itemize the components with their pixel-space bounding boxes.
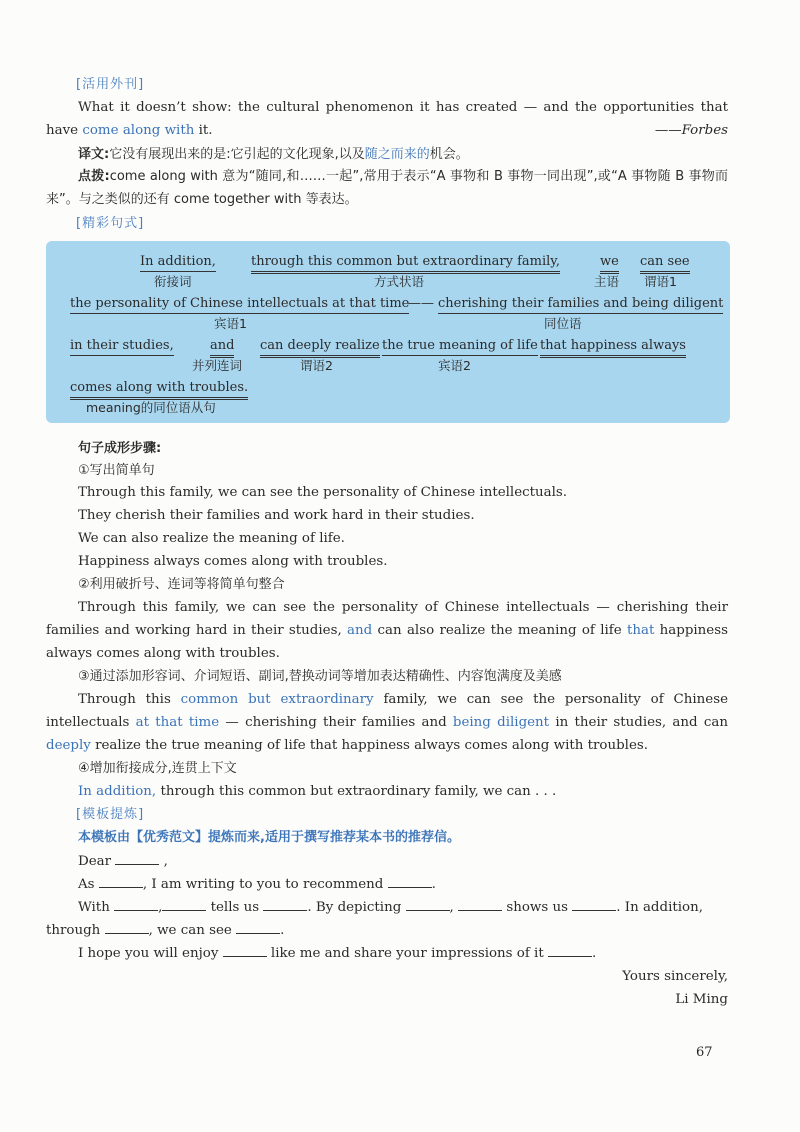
usage-tip: 点拨:come along with 意为“随同,和……一起”,常用于表示“A 事物和 B 事物一同出现”,或“A 事物随 B 事物而来”。与之类似的还有 come together with 等表达。 bbox=[46, 169, 728, 207]
label-object-2: 宾语2 bbox=[438, 358, 471, 373]
highlight-that: that bbox=[626, 623, 655, 638]
blank bbox=[105, 919, 149, 934]
label-manner: 方式状语 bbox=[374, 274, 425, 289]
closing: Yours sincerely, bbox=[622, 969, 728, 984]
part-can-see: can see bbox=[640, 254, 690, 274]
template-line: through , we can see . bbox=[46, 919, 728, 942]
label-appositive-clause: meaning的同位语从句 bbox=[86, 400, 216, 415]
quote-text: What it doesn’t show: the cultural phenomenon it has created — and the opportunities that have bbox=[46, 100, 728, 138]
blank bbox=[406, 896, 450, 911]
blank bbox=[236, 919, 280, 934]
blank bbox=[162, 896, 206, 911]
label-predicate-2: 谓语2 bbox=[300, 358, 333, 373]
highlight-adverb: deeply bbox=[46, 738, 91, 753]
part-cherishing: cherishing their families and being diligent bbox=[438, 296, 723, 314]
step-1-sentence: They cherish their families and work hard in their studies. bbox=[78, 508, 475, 523]
blank bbox=[548, 942, 592, 957]
heading-usage: [活用外刊] bbox=[76, 77, 145, 92]
template-line: As , I am writing to you to recommend . bbox=[46, 873, 728, 896]
step-3-title: ③通过添加形容词、介词短语、副词,替换动词等增加表达精确性、内容饱满度及美感 bbox=[78, 669, 562, 684]
usage-quote bbox=[46, 96, 728, 142]
heading-template: [模板提炼] bbox=[76, 807, 145, 822]
step-1-title: ①写出简单句 bbox=[78, 463, 155, 478]
blank bbox=[263, 896, 307, 911]
label-conjunction: 并列连词 bbox=[192, 358, 243, 373]
blank bbox=[114, 896, 158, 911]
blank bbox=[388, 873, 432, 888]
blank bbox=[572, 896, 616, 911]
sentence-analysis-panel bbox=[46, 241, 730, 423]
translation-phrase: 随之而来的 bbox=[364, 147, 430, 162]
template-line: I hope you will enjoy like me and share your impressions of it . bbox=[46, 942, 728, 965]
step-1-sentence: Through this family, we can see the personality of Chinese intellectuals. bbox=[78, 485, 568, 500]
part-true-meaning: the true meaning of life bbox=[382, 338, 538, 356]
part-personality: the personality of Chinese intellectuals at that time bbox=[70, 296, 409, 314]
part-realize: can deeply realize bbox=[260, 338, 380, 358]
step-1-sentence: Happiness always comes along with troubles. bbox=[78, 554, 388, 569]
template-line: Dear , bbox=[46, 850, 728, 873]
page-number: 67 bbox=[696, 1045, 713, 1060]
template-line: With , tells us . By depicting , shows us . In addition, bbox=[46, 896, 728, 919]
part-and: and bbox=[210, 338, 234, 358]
step-4-sentence: In addition, through this common but extraordinary family, we can . . . bbox=[78, 784, 557, 799]
highlight-adjective: common but extraordinary bbox=[180, 692, 374, 707]
label-connector: 衔接词 bbox=[154, 274, 192, 289]
label-object-1: 宾语1 bbox=[214, 316, 247, 331]
label-appositive: 同位语 bbox=[544, 316, 582, 331]
part-comes-along: comes along with troubles. bbox=[70, 380, 248, 400]
part-we: we bbox=[600, 254, 619, 274]
heading-pattern: [精彩句式] bbox=[76, 216, 145, 231]
part-happiness: that happiness always bbox=[540, 338, 686, 358]
steps-title: 句子成形步骤: bbox=[78, 441, 162, 456]
dash: —— bbox=[408, 296, 434, 311]
part-in-addition: In addition, bbox=[140, 254, 216, 272]
step-1-sentence: We can also realize the meaning of life. bbox=[78, 531, 345, 546]
step-4-title: ④增加衔接成分,连贯上下文 bbox=[78, 761, 237, 776]
quote-end: it. bbox=[194, 123, 213, 138]
part-through: through this common but extraordinary family, bbox=[251, 254, 560, 274]
template-intro: 本模板由【优秀范文】提炼而来,适用于撰写推荐某本书的推荐信。 bbox=[78, 830, 460, 845]
step-2-paragraph: Through this family, we can see the personality of Chinese intellectuals — cherishing their families and working hard in their studies, and can also realize the meaning of life that happiness always comes along with troubles. bbox=[46, 600, 728, 661]
part-in-studies: in their studies, bbox=[70, 338, 174, 356]
highlight-verb-phrase: being diligent bbox=[452, 715, 550, 730]
quote-phrase: come along with bbox=[82, 123, 195, 138]
highlight-prep-phrase: at that time bbox=[135, 715, 220, 730]
label-predicate-1: 谓语1 bbox=[644, 274, 677, 289]
label-subject: 主语 bbox=[594, 274, 620, 289]
signature-name: Li Ming bbox=[675, 992, 728, 1007]
blank bbox=[458, 896, 502, 911]
blank bbox=[115, 850, 159, 865]
quote-source: ——Forbes bbox=[654, 123, 728, 138]
highlight-and: and bbox=[347, 623, 373, 638]
highlight-in-addition: In addition, bbox=[78, 784, 157, 799]
blank bbox=[99, 873, 143, 888]
usage-translation: 译文:它没有展现出来的是:它引起的文化现象,以及随之而来的机会。 bbox=[78, 147, 469, 162]
step-3-paragraph: Through this common but extraordinary family, we can see the personality of Chinese intellectuals at that time — cherishing their families and being diligent in their studies, and can deeply realize the true meaning of life that happiness always comes along with troubles. bbox=[46, 692, 728, 753]
step-2-title: ②利用破折号、连词等将简单句整合 bbox=[78, 577, 285, 592]
blank bbox=[223, 942, 267, 957]
